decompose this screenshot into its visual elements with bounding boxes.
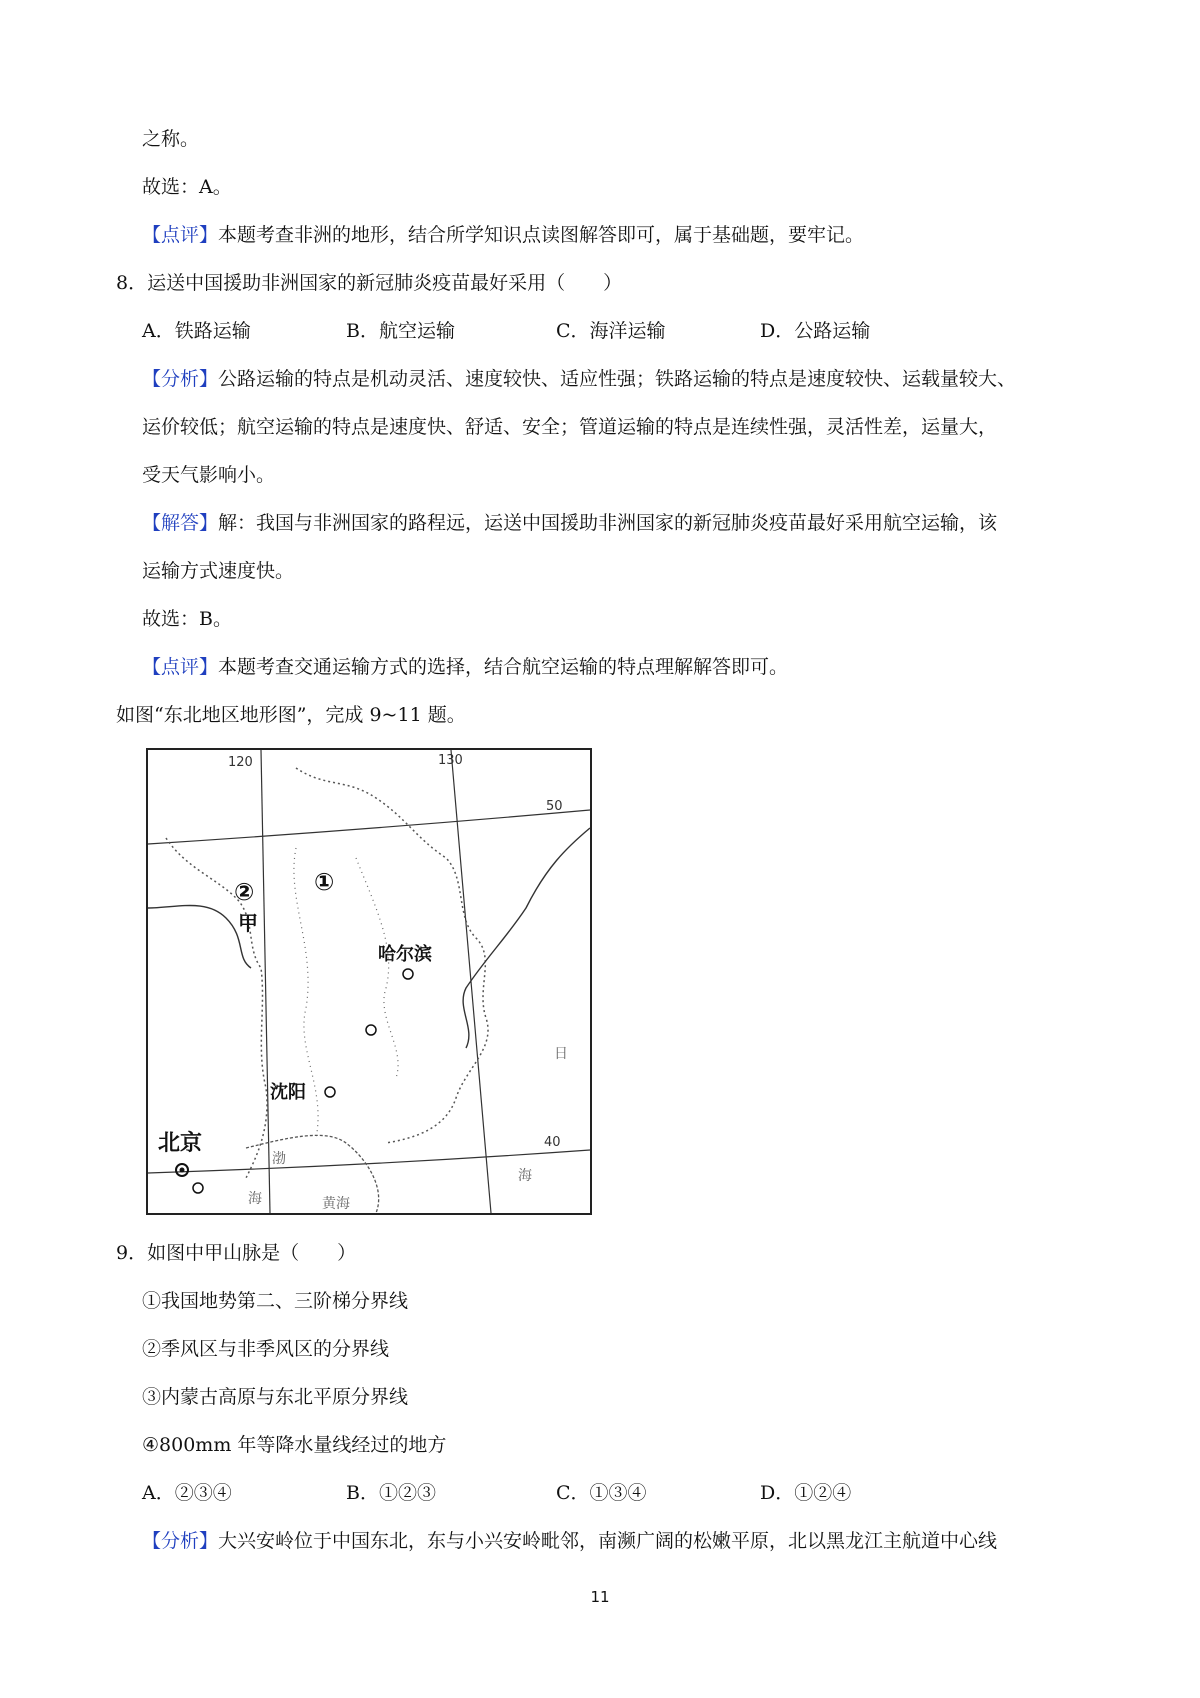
analysis-text: 大兴安岭位于中国东北，东与小兴安岭毗邻，南濒广阔的松嫩平原，北以黑龙江主航道中心线 [218, 1530, 998, 1552]
marker-2: ② [234, 878, 255, 906]
comment-text: 本题考查非洲的地形，结合所学知识点读图解答即可，属于基础题，要牢记。 [218, 224, 865, 246]
sea-label-yellow: 黄海 [322, 1196, 350, 1212]
text-line: 之称。 [142, 128, 200, 150]
answer-line: 故选：B。 [142, 608, 232, 630]
q8-option-b: B．航空运输 [346, 320, 455, 342]
comment-text: 本题考查交通运输方式的选择，结合航空运输的特点理解解答即可。 [218, 656, 789, 678]
analysis-tag: 【分析】 [142, 1530, 219, 1552]
sea-label-hai-east: 海 [518, 1168, 532, 1184]
map-frame [147, 749, 591, 1214]
analysis-line: 受天气影响小。 [142, 464, 276, 486]
lon-label-130: 130 [438, 753, 463, 768]
city-label-beijing: 北京 [158, 1131, 203, 1156]
question-9: 9．如图中甲山脉是（ ） [116, 1242, 357, 1264]
sea-label-ri: 日 [554, 1046, 568, 1062]
map-intro: 如图“东北地区地形图”，完成 9~11 题。 [116, 704, 466, 726]
city-dot-beijing-center [180, 1168, 185, 1173]
q8-option-c: C．海洋运输 [556, 320, 666, 342]
mountain-label: 甲 [238, 911, 258, 935]
comment-tag: 【点评】 [142, 656, 219, 678]
northeast-terrain-map [146, 748, 592, 1215]
lat-label-50: 50 [546, 799, 563, 814]
q9-option-d: D．①②④ [760, 1482, 852, 1504]
q9-option-a: A．②③④ [142, 1482, 232, 1504]
city-label-harbin: 哈尔滨 [378, 944, 432, 965]
analysis-line: 运价较低；航空运输的特点是速度快、舒适、安全；管道运输的特点是连续性强，灵活性差，运量大， [142, 416, 998, 438]
city-label-shenyang: 沈阳 [270, 1082, 306, 1103]
q9-item: ②季风区与非季风区的分界线 [142, 1338, 390, 1360]
comment-tag: 【点评】 [142, 224, 219, 246]
answer-tag: 【解答】 [142, 512, 219, 534]
comment-line [142, 654, 788, 680]
text-line: 故选：A。 [142, 176, 232, 198]
q9-option-c: C．①③④ [556, 1482, 647, 1504]
sea-label-hai: 海 [248, 1191, 262, 1207]
analysis-line [142, 1528, 997, 1554]
lat-label-40: 40 [544, 1135, 561, 1150]
marker-1: ① [314, 868, 335, 896]
q8-option-a: A．铁路运输 [142, 320, 251, 342]
lon-label-120: 120 [228, 755, 253, 770]
q9-item: ①我国地势第二、三阶梯分界线 [142, 1290, 409, 1312]
analysis-text: 公路运输的特点是机动灵活、速度较快、适应性强；铁路运输的特点是速度较快、运载量较大、 [218, 368, 1017, 390]
analysis-tag: 【分析】 [142, 368, 219, 390]
answer-text: 解：我国与非洲国家的路程远，运送中国援助非洲国家的新冠肺炎疫苗最好采用航空运输，该 [218, 512, 998, 534]
page-number: 11 [590, 1588, 610, 1606]
answer-line: 运输方式速度快。 [142, 560, 295, 582]
analysis-line [142, 366, 1016, 392]
q9-option-b: B．①②③ [346, 1482, 436, 1504]
q9-item: ③内蒙古高原与东北平原分界线 [142, 1386, 409, 1408]
q8-option-d: D．公路运输 [760, 320, 871, 342]
question-8: 8．运送中国援助非洲国家的新冠肺炎疫苗最好采用（ ） [116, 272, 623, 294]
sea-label-bo: 渤 [272, 1151, 286, 1167]
q9-item: ④800mm 年等降水量线经过的地方 [142, 1434, 447, 1456]
comment-line [142, 222, 864, 248]
answer-line [142, 510, 997, 536]
